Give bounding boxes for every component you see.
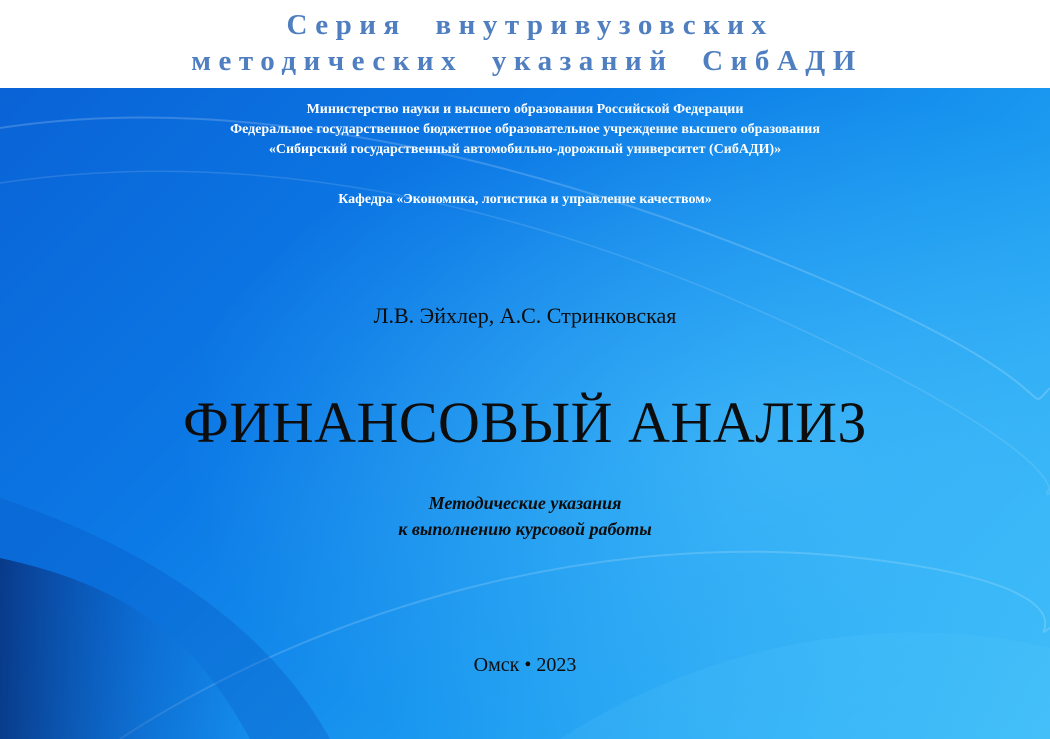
series-header	[0, 0, 1050, 88]
series-title-line-2: методических указаний СибАДИ	[191, 45, 863, 77]
imprint: Омск • 2023	[473, 654, 577, 676]
book-title: ФИНАНСОВЫЙ АНАЛИЗ	[182, 390, 868, 455]
ministry-line: Министерство науки и высшего образования Российской Федерации	[306, 102, 744, 117]
series-title-line-1: Серия внутривузовских	[286, 9, 774, 41]
university-name-line: «Сибирский государственный автомобильно-дорожный университет (СибАДИ)»	[268, 142, 782, 157]
cover-panel	[0, 88, 1050, 739]
authors: Л.В. Эйхлер, А.С. Стринковская	[373, 303, 677, 328]
department-line: Кафедра «Экономика, логистика и управление качеством»	[338, 192, 712, 207]
subtitle-line-2: к выполнению курсовой работы	[398, 519, 652, 539]
institution-type-line: Федеральное государственное бюджетное образовательное учреждение высшего образования	[230, 122, 820, 137]
subtitle-line-1: Методические указания	[428, 493, 622, 513]
